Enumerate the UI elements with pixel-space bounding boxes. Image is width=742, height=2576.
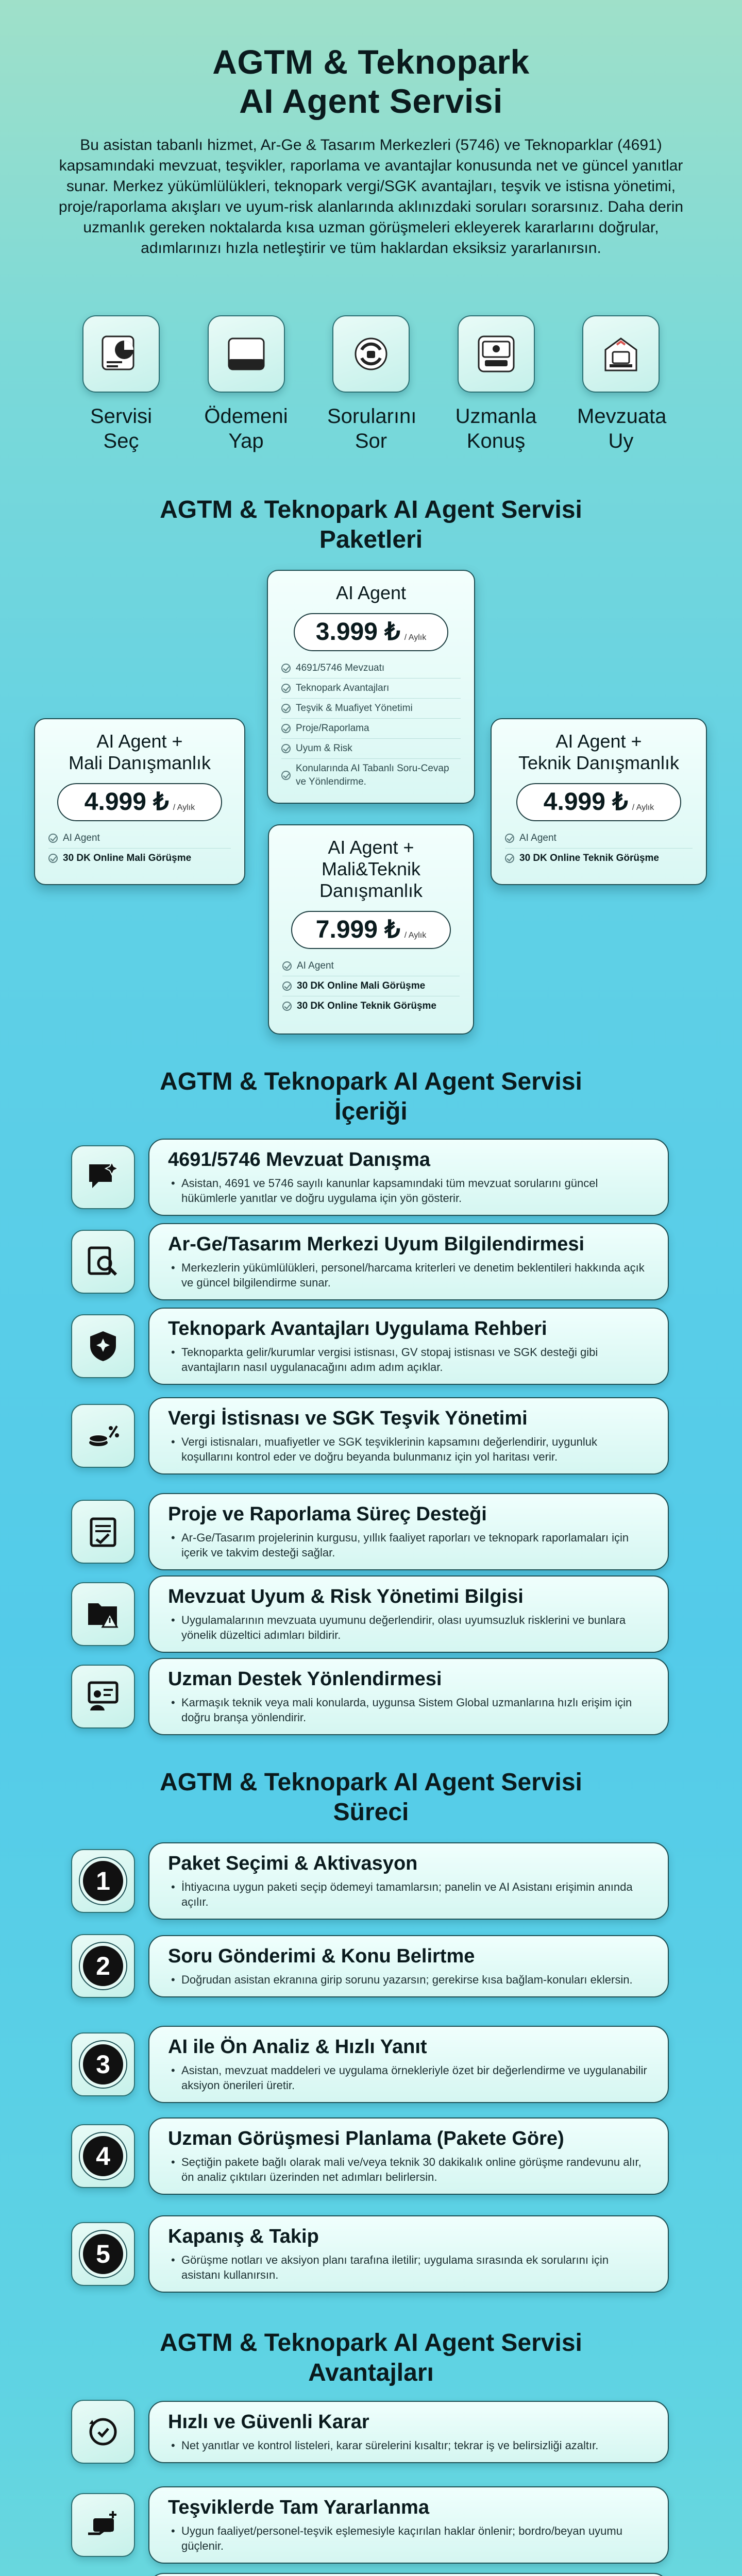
hero-title-line1: AGTM & Teknopark: [212, 43, 530, 81]
step-label-line2: Uy: [608, 430, 634, 452]
process-title-line2: Süreci: [333, 1799, 409, 1826]
check-icon: [281, 684, 291, 693]
package-name-line1: AI Agent +: [555, 731, 642, 752]
search-doc-icon: [71, 1230, 135, 1294]
benefit-item: [71, 2486, 669, 2564]
price-amount: 4.999 ₺: [84, 788, 169, 816]
content-title: 4691/5746 Mevzuat Danışma: [168, 1149, 431, 1171]
package-card-ai-mali[interactable]: [34, 718, 245, 885]
benefit-item: [71, 2400, 669, 2464]
package-feature: Proje/Raporlama: [281, 719, 461, 739]
step-number: 2: [80, 1943, 126, 1989]
shield-icon: [71, 1314, 135, 1378]
benefit-title: Teşviklerde Tam Yararlanma: [168, 2497, 429, 2518]
step-label-line1: Mevzuata: [577, 405, 667, 428]
package-feature: 30 DK Online Teknik Görüşme: [282, 996, 460, 1016]
step-number-badge: [71, 2124, 135, 2188]
process-title: Paket Seçimi & Aktivasyon: [168, 1853, 418, 1874]
package-feature: Konularında AI Tabanlı Soru-Cevap ve Yönlendirme.: [281, 759, 461, 792]
process-text: • İhtiyacına uygun paketi seçip ödemeyi tamamlarsın; panelin ve AI Asistanı erişimin anında açılır.: [168, 1879, 649, 1909]
check-icon: [48, 854, 58, 863]
content-item: [71, 1493, 669, 1570]
content-card: [148, 1223, 669, 1300]
process-card: [148, 1935, 669, 1997]
incentive-icon: [71, 2493, 135, 2557]
content-card: [148, 1658, 669, 1735]
check-icon: [281, 744, 291, 753]
check-icon: [281, 771, 291, 780]
check-icon: [281, 664, 291, 673]
process-text: • Görüşme notları ve aksiyon planı tarafına iletilir; uygulama sırasında ek sorularını için asistanı kullanırsın.: [168, 2252, 649, 2282]
package-feature: Teknopark Avantajları: [281, 679, 461, 699]
content-card: [148, 1139, 669, 1216]
process-title: AI ile Ön Analiz & Hızlı Yanıt: [168, 2036, 427, 2058]
check-icon: [505, 834, 514, 843]
price-period: / Aylık: [404, 633, 427, 642]
content-card: [148, 1493, 669, 1570]
step-label-line2: Yap: [228, 430, 264, 452]
check-icon: [281, 724, 291, 733]
package-feature: 30 DK Online Teknik Görüşme: [505, 849, 693, 868]
content-text: • Teknoparkta gelir/kurumlar vergisi istisnası, GV stopaj istisnası ve SGK desteği gibi avantajların nasıl uygulanacağını adım adım açıklar.: [168, 1345, 649, 1375]
package-name-line2: Teknik Danışmanlık: [518, 752, 680, 773]
process-title-line1: AGTM & Teknopark AI Agent Servisi: [160, 1769, 582, 1796]
expert-screen-icon: [71, 1665, 135, 1728]
check-icon: [48, 834, 58, 843]
package-feature: 30 DK Online Mali Görüşme: [282, 976, 460, 996]
package-card-ai-teknik[interactable]: [491, 718, 707, 885]
package-feature: Teşvik & Muafiyet Yönetimi: [281, 699, 461, 719]
package-feature: AI Agent: [282, 956, 460, 976]
check-icon: [282, 961, 292, 971]
package-name-line1: AI Agent +: [96, 731, 183, 752]
step-ask-questions[interactable]: [327, 315, 415, 453]
package-feature: 4691/5746 Mevzuatı: [281, 658, 461, 679]
package-feature: AI Agent: [505, 828, 693, 849]
coins-percent-icon: [71, 1404, 135, 1468]
benefits-title-line1: AGTM & Teknopark AI Agent Servisi: [160, 2329, 582, 2357]
hero-title-line2: AI Agent Servisi: [239, 82, 503, 120]
process-card: [148, 2026, 669, 2103]
process-text: • Doğrudan asistan ekranına girip sorunu yazarsın; gerekirse kısa bağlam-konuları eklersin.: [168, 1972, 649, 1987]
check-icon: [282, 1002, 292, 1011]
warning-folder-icon: [71, 1582, 135, 1646]
content-title: Mevzuat Uyum & Risk Yönetimi Bilgisi: [168, 1586, 524, 1607]
process-title: Soru Gönderimi & Konu Belirtme: [168, 1945, 475, 1967]
content-title: Proje ve Raporlama Süreç Desteği: [168, 1503, 487, 1525]
content-item: [71, 1308, 669, 1385]
step-select-service[interactable]: [77, 315, 165, 453]
step-label-line1: Uzmanla: [455, 405, 537, 428]
content-card: [148, 1397, 669, 1475]
price-amount: 7.999 ₺: [315, 916, 400, 943]
process-item: [71, 2215, 669, 2293]
content-item: [71, 1139, 669, 1216]
content-text: • Ar-Ge/Tasarım projelerinin kurgusu, yıllık faaliyet raporları ve teknopark raporlamaları için içerik ve takvim desteği sağlar.: [168, 1530, 649, 1560]
price-period: / Aylık: [173, 803, 195, 812]
process-title: Kapanış & Takip: [168, 2226, 319, 2247]
content-item: [71, 1397, 669, 1475]
step-label-line1: Ödemeni: [204, 405, 288, 428]
process-item: [71, 1842, 669, 1920]
step-label-line1: Servisi: [90, 405, 153, 428]
package-icon: [82, 315, 160, 393]
benefit-title: Hızlı ve Güvenli Karar: [168, 2411, 369, 2433]
step-number: 3: [80, 2041, 126, 2088]
content-text: • Karmaşık teknik veya mali konularda, uygunsa Sistem Global uzmanlarına hızlı erişim için doğru branşa yönlendirir.: [168, 1695, 649, 1725]
package-price: [294, 613, 448, 651]
step-label-line2: Konuş: [466, 430, 526, 452]
benefits-title-line2: Avantajları: [308, 2359, 434, 2386]
package-feature: 30 DK Online Mali Görüşme: [48, 849, 231, 868]
content-card: [148, 1575, 669, 1653]
process-text: • Seçtiğin pakete bağlı olarak mali ve/veya teknik 30 dakikalık online görüşme randevunu alır, ön analiz çıktıları üzerinden net adımları belirlersin.: [168, 2155, 649, 2184]
step-number: 1: [80, 1858, 126, 1904]
price-period: / Aylık: [404, 931, 427, 940]
package-name-line2: Mali Danışmanlık: [68, 752, 211, 773]
content-title: Teknopark Avantajları Uygulama Rehberi: [168, 1318, 547, 1340]
content-title: Vergi İstisnası ve SGK Teşvik Yönetimi: [168, 1408, 528, 1429]
content-title-line1: AGTM & Teknopark AI Agent Servisi: [160, 1068, 582, 1095]
package-card-ai-agent[interactable]: [267, 570, 475, 804]
content-card: [148, 1308, 669, 1385]
content-title-line2: İçeriği: [334, 1098, 408, 1125]
process-item: [71, 1934, 669, 1998]
price-amount: 3.999 ₺: [315, 618, 400, 646]
step-talk-expert[interactable]: [452, 315, 540, 453]
process-text: • Asistan, mevzuat maddeleri ve uygulama örnekleriyle özet bir değerlendirme ve uygulanabilir aksiyon önerileri üretir.: [168, 2063, 649, 2093]
benefit-text: • Net yanıtlar ve kontrol listeleri, karar sürelerini kısaltır; tekrar iş ve belirsizliği azaltır.: [168, 2438, 649, 2453]
price-period: / Aylık: [632, 803, 654, 812]
benefit-card: [148, 2401, 669, 2463]
package-name: AI Agent: [335, 582, 407, 603]
step-number: 5: [80, 2231, 126, 2277]
process-item: [71, 2117, 669, 2195]
content-text: • Vergi istisnaları, muafiyetler ve SGK teşviklerinin kapsamını değerlendirir, uygunluk koşullarını kontrol eder ve doğru beyanda bulunmanız için yol haritası verir.: [168, 1434, 649, 1464]
content-title: Ar-Ge/Tasarım Merkezi Uyum Bilgilendirmesi: [168, 1233, 585, 1255]
process-item: [71, 2026, 669, 2103]
step-payment[interactable]: [203, 315, 290, 453]
step-comply[interactable]: [577, 315, 665, 453]
step-label-line2: Seç: [103, 430, 139, 452]
package-price: [516, 783, 681, 821]
package-name-line2: Mali&Teknik: [321, 858, 421, 879]
content-text: • Merkezlerin yükümlülükleri, personel/harcama kriterleri ve denetim beklentileri hakkında açık ve güncel bilgilendirme sunar.: [168, 1260, 649, 1290]
step-number-badge: [71, 1849, 135, 1913]
benefit-text: • Uygun faaliyet/personel-teşvik eşlemesiyle kaçırılan haklar önlenir; bordro/beyan uyumu güçlenir.: [168, 2523, 649, 2553]
step-number-badge: [71, 2222, 135, 2286]
step-number-badge: [71, 1934, 135, 1998]
content-title: Uzman Destek Yönlendirmesi: [168, 1668, 442, 1690]
package-price: [57, 783, 222, 821]
check-icon: [282, 981, 292, 991]
steps-row: [77, 315, 665, 453]
package-name-line3: Danışmanlık: [319, 880, 423, 901]
payment-icon: [208, 315, 285, 393]
process-card: [148, 2215, 669, 2293]
step-label-line1: Sorularını: [327, 405, 417, 428]
compliance-icon: [582, 315, 660, 393]
package-name-line1: AI Agent +: [328, 837, 414, 858]
packages-title-line2: Paketleri: [319, 526, 423, 553]
step-label-line2: Sor: [355, 430, 387, 452]
process-card: [148, 1842, 669, 1920]
content-item: [71, 1575, 669, 1653]
content-item: [71, 1223, 669, 1300]
speed-icon: [71, 2400, 135, 2464]
check-icon: [505, 854, 514, 863]
package-feature: Uyum & Risk: [281, 739, 461, 759]
expert-icon: [458, 315, 535, 393]
package-price: [291, 911, 451, 949]
report-icon: [71, 1500, 135, 1564]
package-card-ai-mali-teknik[interactable]: [268, 824, 474, 1035]
packages-title-line1: AGTM & Teknopark AI Agent Servisi: [160, 496, 582, 523]
benefit-card: [148, 2573, 669, 2576]
hero-description: Bu asistan tabanlı hizmet, Ar-Ge & Tasarım Merkezleri (5746) ve Teknoparklar (4691) kapsamındaki mevzuat, teşvikler, raporlama ve avantajlar konusunda net ve güncel yanıtlar sunar. Merkez yükümlülükleri, teknopark vergi/SGK avantajları, teşvik ve istisna yönetimi, proje/raporlama akışları ve uyum-risk alanlarında aklınızdaki soruları sorarsınız. Daha derin uzmanlık gereken noktalarda kısa uzman görüşmeleri ekleyerek kararlarını doğrular, adımlarınızı hızla netleştirir ve tüm haklardan eksiksiz yararlanırsın.: [58, 137, 684, 257]
content-text: • Asistan, 4691 ve 5746 sayılı kanunlar kapsamındaki tüm mevzuat sorularını güncel hükümlerle yanıtlar ve doğru uygulama için yön gösterir.: [168, 1176, 649, 1206]
content-text: • Uygulamalarının mevzuata uyumunu değerlendirir, olası uyumsuzluk risklerini ve bunlara yönelik düzeltici adımları bildirir.: [168, 1613, 649, 1642]
step-number-badge: [71, 2032, 135, 2096]
ai-chat-icon: [71, 1145, 135, 1209]
price-amount: 4.999 ₺: [543, 788, 628, 816]
process-card: [148, 2117, 669, 2195]
process-title: Uzman Görüşmesi Planlama (Pakete Göre): [168, 2128, 564, 2149]
question-icon: [332, 315, 410, 393]
check-icon: [281, 704, 291, 713]
step-number: 4: [80, 2133, 126, 2179]
benefit-item: [71, 2573, 669, 2576]
benefit-card: [148, 2486, 669, 2564]
package-feature: AI Agent: [48, 828, 231, 849]
content-item: [71, 1658, 669, 1735]
